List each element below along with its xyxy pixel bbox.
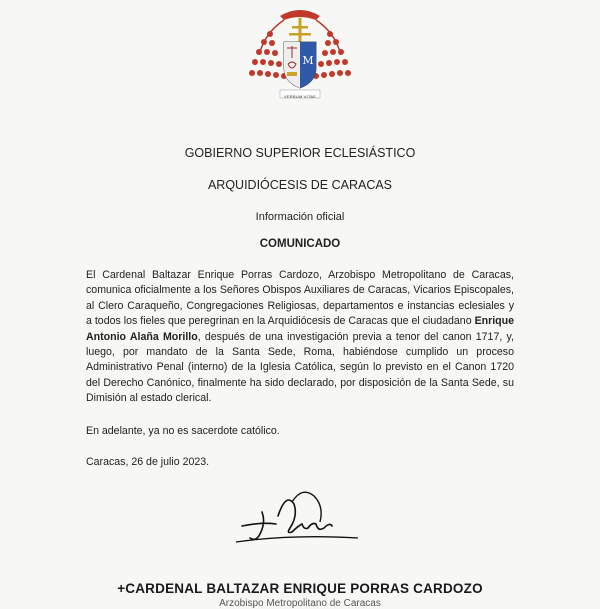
issuing-authority: GOBIERNO SUPERIOR ECLESIÁSTICO [184,146,416,160]
handwritten-signature-icon [232,482,362,560]
main-paragraph-rest: , después de una investigación previa a tenor del canon 1717, y, luego, por mandato de la Santa Sede, Roma, habiéndose cumplido un proceso Administrativo Penal (interno) de la Iglesia Católica, según lo previsto en el Canon 1720 del Derecho Canónico, finalmente ha sido declarado, por disposición de la Santa Sede, su Dimisión al estado clerical. [86,330,514,405]
crest-motto: VERBUM VITAE [284,94,316,99]
signer-name: +CARDENAL BALTAZAR ENRIQUE PORRAS CARDOZO [117,581,483,596]
document-date: Caracas, 26 de julio 2023. [86,456,210,468]
conclusion-statement: En adelante, ya no es sacerdote católico. [86,425,280,437]
coat-of-arms-icon [246,2,354,106]
main-paragraph-intro: El Cardenal Baltazar Enrique Porras Cardozo, Arzobispo Metropolitano de Caracas, comunica oficialmente a los Señores Obispos Auxiliares de Caracas, Vicarios Episcopales, al Clero Caraqueño, Congregaciones Religiosas, departamentos e instancias eclesiales y a todos los fieles que peregrinan en la Arquidiócesis de Caracas que el ciudadano [86,269,514,328]
signer-title: Arzobispo Metropolitano de Caracas [219,598,381,609]
svg-text:M: M [302,54,314,67]
named-person: Enrique Antonio Alaña Morillo [86,315,514,343]
document-title: COMUNICADO [259,238,341,250]
document-category: Información oficial [255,211,345,223]
main-paragraph [86,268,514,407]
archdiocese-name: ARQUIDIÓCESIS DE CARACAS [207,178,393,192]
